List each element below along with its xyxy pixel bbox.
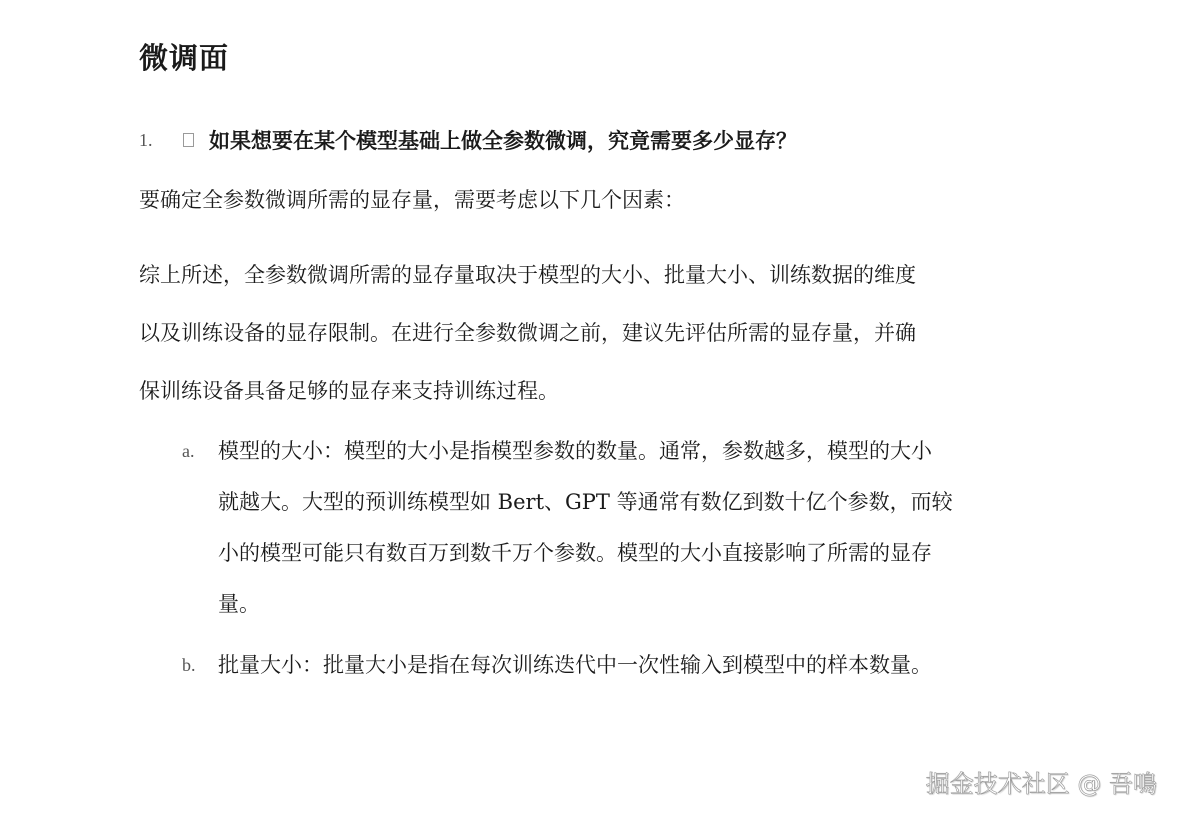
list-item-line: 量。: [218, 592, 260, 616]
summary-line: 综上所述，全参数微调所需的显存量取决于模型的大小、批量大小、训练数据的维度: [139, 263, 916, 287]
list-marker: b.: [182, 655, 196, 675]
factor-list: [182, 426, 1042, 691]
list-item-a: [182, 426, 1042, 630]
list-marker: a.: [182, 441, 195, 461]
page-title: 微调面: [139, 41, 230, 75]
list-item-b: [182, 640, 1042, 691]
list-item-text: [218, 426, 953, 630]
watermark: 掘金技术社区 @ 吾鳴: [925, 770, 1157, 798]
summary-line: 保训练设备具备足够的显存来支持训练过程。: [139, 379, 559, 403]
list-item-text: [218, 640, 932, 691]
summary-line: 以及训练设备的显存限制。在进行全参数微调之前，建议先评估所需的显存量，并确: [139, 321, 916, 345]
summary-paragraph: [139, 246, 1039, 420]
list-item-line: 模型的大小：模型的大小是指模型参数的数量。通常，参数越多，模型的大小: [218, 439, 932, 463]
list-item-line: 批量大小：批量大小是指在每次训练迭代中一次性输入到模型中的样本数量。: [218, 653, 932, 677]
checkbox[interactable]: [183, 133, 194, 147]
question-item: [139, 123, 797, 157]
question-text: 如果想要在某个模型基础上做全参数微调，究竟需要多少显存？: [209, 128, 797, 153]
list-item-line: 就越大。大型的预训练模型如 Bert、GPT 等通常有数亿到数十亿个参数，而较: [218, 490, 953, 514]
intro-paragraph: 要确定全参数微调所需的显存量，需要考虑以下几个因素：: [139, 188, 685, 212]
list-item-line: 小的模型可能只有数百万到数千万个参数。模型的大小直接影响了所需的显存: [218, 541, 932, 565]
question-number: 1.: [139, 129, 153, 150]
